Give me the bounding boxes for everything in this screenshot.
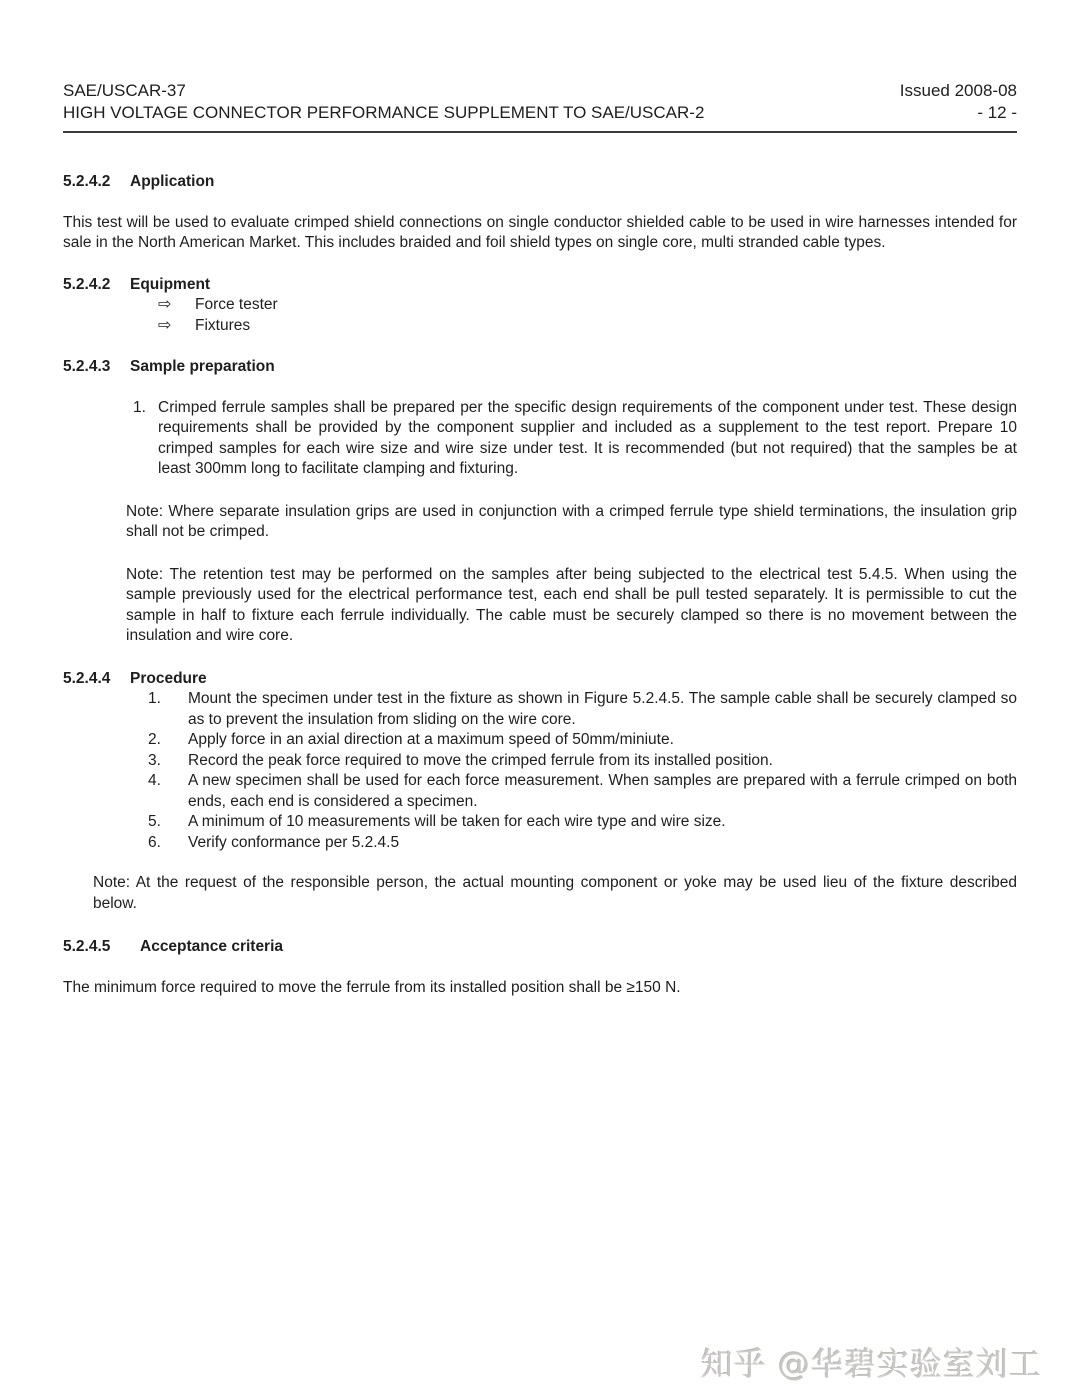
section-number: 5.2.4.5	[63, 938, 111, 955]
doc-title: HIGH VOLTAGE CONNECTOR PERFORMANCE SUPPLEMENT TO SAE/USCAR-2	[63, 103, 705, 122]
item-text: Mount the specimen under test in the fixture as shown in Figure 5.2.4.5. The sample cable shall be securely clamped so as to prevent the insulation from sliding on the wire core.	[188, 690, 1017, 728]
item-number: 5.	[148, 813, 161, 830]
watermark: 知乎 @华碧实验室刘工	[700, 1344, 1042, 1383]
list-item	[63, 730, 1017, 751]
doc-number: SAE/USCAR-37	[63, 81, 186, 100]
equipment-list	[63, 295, 1017, 336]
list-item	[63, 398, 1017, 480]
item-text: Crimped ferrule samples shall be prepared per the specific design requirements of the component under test. These design requirements shall be provided by the component supplier and included as a supplement to the test report. Prepare 10 crimped samples for each wire size and wire size under test. It is recommended (but not required) that the samples be at least 300mm long to facilitate clamping and fixturing.	[158, 398, 1017, 477]
section-heading-equipment	[63, 275, 1017, 296]
section-heading-acceptance-criteria	[63, 937, 1017, 958]
item-number: 2.	[148, 731, 161, 748]
equipment-item-label: Fixtures	[195, 316, 251, 334]
section-heading-application	[63, 172, 1017, 193]
item-number: 1.	[133, 398, 146, 416]
section-title: Sample preparation	[130, 358, 275, 375]
section-title: Procedure	[130, 669, 207, 687]
acceptance-paragraph: The minimum force required to move the ferrule from its installed position shall be ≥150 N.	[63, 978, 681, 996]
equipment-item-label: Force tester	[195, 296, 278, 313]
list-item	[63, 316, 1017, 337]
list-item	[63, 812, 1017, 833]
section-title: Acceptance criteria	[140, 938, 284, 955]
arrow-bullet-icon: ⇨	[158, 316, 172, 334]
note: Note: Where separate insulation grips are used in conjunction with a crimped ferrule type shield terminations, the insulation grip shall not be crimped.	[126, 502, 1017, 540]
note: Note: The retention test may be performed on the samples after being subjected to the electrical test 5.4.5. When using the sample previously used for the electrical performance test, each end shall be pull tested separately. It is permissible to cut the sample in half to fixture each ferrule individually. The cable must be securely clamped so there is no movement between the insulation and wire core.	[126, 565, 1017, 644]
note: Note: At the request of the responsible person, the actual mounting component or yoke may be used lieu of the fixture described below.	[93, 874, 1017, 912]
item-number: 4.	[148, 772, 161, 789]
section-title: Application	[130, 173, 215, 190]
section-number: 5.2.4.2	[63, 173, 111, 190]
list-item	[63, 751, 1017, 772]
section-heading-sample-preparation	[63, 357, 1017, 378]
item-number: 1.	[148, 690, 161, 707]
item-text: Verify conformance per 5.2.4.5	[188, 833, 400, 851]
section-number: 5.2.4.3	[63, 358, 111, 375]
section-title: Equipment	[130, 275, 211, 293]
application-paragraph: This test will be used to evaluate crimped shield connections on single conductor shielded cable to be used in wire harnesses intended for sale in the North American Market. This includes braided and foil shield types on single core, multi stranded cable types.	[63, 213, 1017, 251]
item-text: Record the peak force required to move the crimped ferrule from its installed position.	[188, 751, 773, 769]
procedure-list	[63, 689, 1017, 853]
section-number: 5.2.4.4	[63, 669, 111, 687]
list-item	[63, 833, 1017, 854]
item-text: A new specimen shall be used for each force measurement. When samples are prepared with a ferrule crimped on both ends, each end is considered a specimen.	[188, 772, 1017, 810]
item-number: 3.	[148, 751, 161, 769]
item-text: A minimum of 10 measurements will be taken for each wire type and wire size.	[188, 813, 726, 830]
arrow-bullet-icon: ⇨	[158, 296, 172, 313]
item-number: 6.	[148, 833, 161, 851]
list-item	[63, 295, 1017, 316]
section-heading-procedure	[63, 669, 1017, 690]
page-number: - 12 -	[977, 103, 1017, 122]
section-number: 5.2.4.2	[63, 275, 111, 293]
item-text: Apply force in an axial direction at a maximum speed of 50mm/miniute.	[188, 731, 674, 748]
issued-date: Issued 2008-08	[899, 81, 1017, 100]
page-header	[63, 80, 1017, 133]
list-item	[63, 689, 1017, 730]
list-item	[63, 771, 1017, 812]
sample-preparation-list	[63, 398, 1017, 480]
